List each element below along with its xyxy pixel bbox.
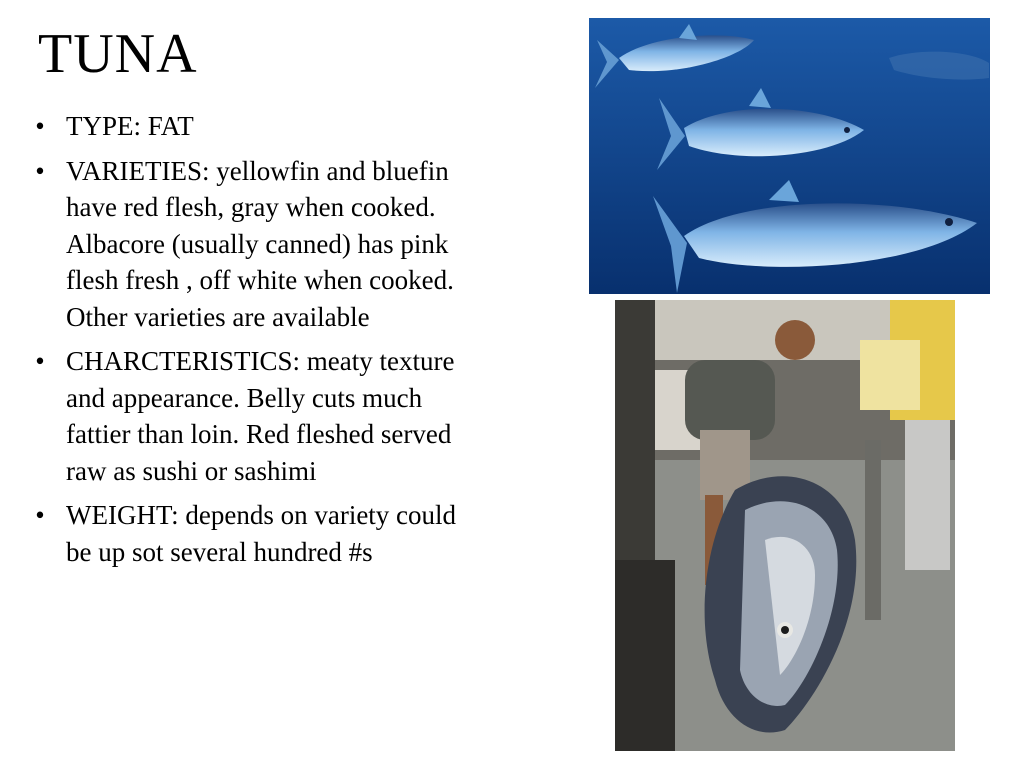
- tuna-underwater-photo: [589, 18, 990, 294]
- bullet-dot-icon: •: [35, 346, 45, 376]
- bullet-text: WEIGHT: depends on variety could be up sot several hundred #s: [66, 500, 457, 567]
- bullet-item: [30, 497, 488, 570]
- scale-post: [865, 440, 881, 620]
- bullet-text: VARIETIES: yellowfin and bluefin have red flesh, gray when cooked. Albacore (usually canned) has pink flesh fresh , off white when cooked. Other varieties are available: [66, 155, 454, 332]
- bullet-text: CHARCTERISTICS: meaty texture and appearance. Belly cuts much fattier than loin. Red fleshed served raw as sushi or sashimi: [66, 346, 455, 486]
- bullet-item: [30, 343, 488, 489]
- bullet-dot-icon: •: [35, 111, 45, 141]
- bullet-dot-icon: •: [35, 155, 45, 186]
- bullet-dot-icon: •: [35, 500, 45, 530]
- slide-title: TUNA: [38, 23, 198, 85]
- tuna-dock-illustration: [615, 300, 955, 751]
- tuna-dock-photo: [615, 300, 955, 751]
- bullet-item: [30, 153, 488, 336]
- tuna-underwater-illustration: [589, 18, 990, 294]
- bullet-text: TYPE: FAT: [66, 111, 194, 141]
- bullet-item: [30, 108, 488, 145]
- bullet-list: [30, 108, 488, 578]
